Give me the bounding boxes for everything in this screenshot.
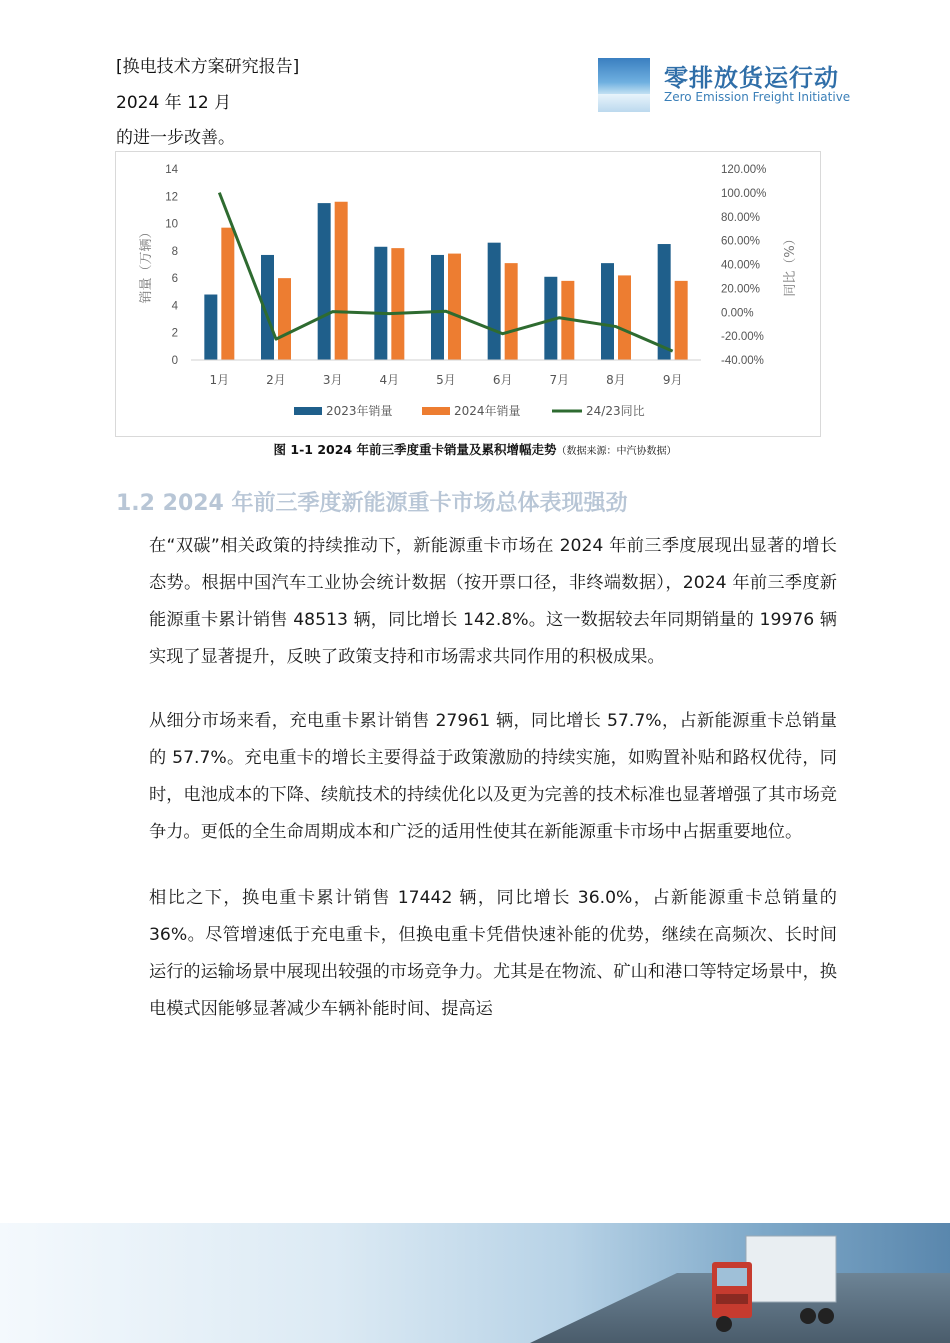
paragraph-2: 从细分市场来看，充电重卡累计销售 27961 辆，同比增长 57.7%，占新能源重卡总销量的 57.7%。充电重卡的增长主要得益于政策激励的持续实施，如购置补贴和路权优待，同时，电池成本的下降、续航技术的持续优化以及更为完善的技术标准也显著增强了其市场竞争力。更低的全生命周期成本和广泛的适用性使其在新能源重卡市场中占据重要地位。 [149,711,837,842]
x-tick-label: 4月 [379,373,400,387]
report-title: [换电技术方案研究报告] [116,57,300,77]
legend-label-2: 2024年销量 [454,404,521,418]
x-tick-label: 3月 [322,373,343,387]
legend-swatch-2 [422,407,450,415]
legend-label-3: 24/23同比 [586,404,645,418]
bar-2024 [221,228,234,360]
y-tick-label: 14 [165,164,178,176]
report-date: 2024 年 12 月 [116,93,232,113]
x-tick-label: 1月 [209,373,230,387]
y2-tick-label: 0.00% [721,307,754,320]
figure-caption-text: 图 1-1 2024 年前三季度重卡销量及累积增幅走势 [273,442,557,457]
y-tick-label: 0 [171,355,178,367]
y2-tick-label: 100.00% [721,187,767,200]
bar-2024 [618,275,631,360]
y2-axis-label: 同比（%） [783,232,798,297]
y2-tick-label: -40.00% [721,355,764,367]
bar-2023 [431,255,444,360]
legend-label-1: 2023年销量 [326,404,393,418]
zefi-logo [598,58,851,112]
y-tick-label: 8 [171,245,178,258]
logo-cn-text: 零排放货运行动 [664,64,839,92]
x-tick-label: 7月 [549,373,570,387]
y2-tick-label: 40.00% [721,259,761,272]
bar-2023 [658,244,671,360]
sales-chart [115,151,821,437]
y2-tick-label: 120.00% [721,164,767,176]
logo-sky-icon [598,58,650,112]
figure-source: （数据来源：中汽协数据） [556,446,677,457]
sales-chart-svg [116,152,820,436]
bar-2023 [374,247,387,360]
x-tick-label: 8月 [606,373,626,387]
y2-tick-label: 80.00% [721,211,761,224]
continued-text: 的进一步改善。 [116,128,235,148]
section-heading: 1.2 2024 年前三季度新能源重卡市场总体表现强劲 [116,491,628,516]
bar-2024 [278,278,291,360]
x-tick-label: 9月 [662,373,683,387]
y-axis-label: 销量（万辆） [139,225,154,304]
bar-2024 [505,263,518,360]
y-tick-label: 12 [165,191,178,204]
y-tick-label: 4 [171,300,178,313]
bar-2024 [335,202,348,360]
y-tick-label: 2 [171,327,178,340]
bar-2024 [448,254,461,360]
paragraph-3: 相比之下，换电重卡累计销售 17442 辆，同比增长 36.0%，占新能源重卡总销量的 36%。尽管增速低于充电重卡，但换电重卡凭借快速补能的优势，继续在高频次、长时间运行的运输场景中展现出较强的市场竞争力。尤其是在物流、矿山和港口等特定场景中，换电模式因能够显著减少车辆补能时间、提高运 [149,888,837,1019]
x-tick-label: 6月 [492,373,513,387]
truck-icon [708,1232,838,1336]
bar-2023 [488,243,501,360]
x-tick-label: 2月 [266,373,286,387]
y-tick-label: 6 [171,273,178,286]
bar-2024 [391,248,404,360]
logo-en-text: Zero Emission Freight Initiative [664,90,851,104]
paragraph-1: 在“双碳”相关政策的持续推动下，新能源重卡市场在 2024 年前三季度展现出显著的增长态势。根据中国汽车工业协会统计数据（按开票口径，非终端数据），2024 年前三季度新能源重卡累计销售 48513 辆，同比增长 142.8%。这一数据较去年同期销量的 19976 辆实现了显著提升，反映了政策支持和市场需求共同作用的积极成果。 [149,536,837,667]
bar-2023 [204,295,217,360]
x-tick-label: 5月 [436,373,456,387]
bar-2023 [318,203,331,360]
figure-caption [0,440,950,458]
y-tick-label: 10 [165,218,178,231]
y2-tick-label: -20.00% [721,331,764,344]
bar-2023 [601,263,614,360]
legend-swatch-1 [294,407,322,415]
y2-tick-label: 60.00% [721,235,761,248]
bar-2024 [675,281,688,360]
y2-tick-label: 20.00% [721,283,761,296]
